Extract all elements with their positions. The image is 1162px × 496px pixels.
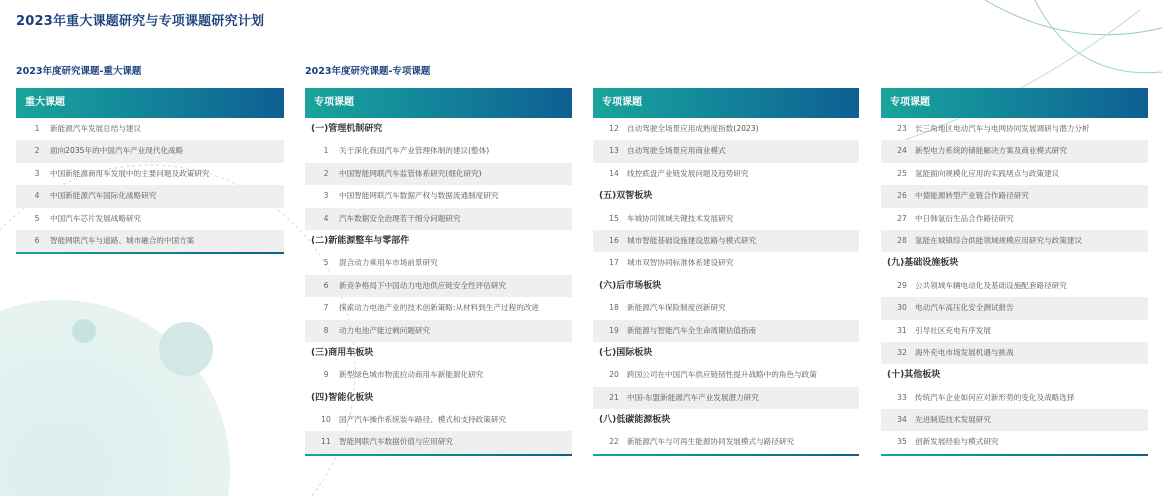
- topic-number: 31: [897, 325, 907, 335]
- topic-title: 跨国公司在中国汽车供应链韧性提升战略中的角色与政策: [627, 370, 817, 380]
- topic-number: 30: [897, 303, 907, 313]
- column-header: 重大课题: [16, 88, 284, 118]
- topic-number: 27: [897, 213, 907, 223]
- column-special-topics-1: [305, 88, 572, 456]
- topic-row: [881, 297, 1148, 319]
- topic-number: 18: [609, 303, 619, 313]
- group-heading: (七)国际板块: [599, 347, 653, 358]
- topic-row: [593, 320, 859, 342]
- column-bottom-rule: [593, 454, 859, 456]
- topic-row: [881, 163, 1148, 185]
- topic-row: [16, 230, 284, 252]
- topic-number: 1: [34, 124, 40, 133]
- topic-row: [305, 185, 572, 207]
- topic-title: 海外充电市场发展机遇与挑战: [915, 347, 1014, 357]
- group-heading: (一)管理机制研究: [311, 124, 383, 134]
- topic-title: 氢能面向规模化应用的实践堵点与政策建议: [915, 168, 1060, 178]
- topic-number: 12: [609, 124, 619, 133]
- topic-number: 33: [897, 392, 907, 402]
- topic-number: 6: [323, 280, 329, 290]
- column-header: 专项课题: [305, 88, 572, 118]
- topic-number: 35: [897, 437, 907, 447]
- topic-row: [305, 409, 572, 431]
- column-special-topics-2: [593, 88, 859, 456]
- topic-number: 13: [609, 146, 619, 156]
- topic-row: [305, 140, 572, 162]
- topic-number: 3: [34, 168, 40, 178]
- group-heading: (九)基础设施板块: [887, 258, 959, 269]
- topic-row: [16, 118, 284, 140]
- topic-number: 16: [609, 235, 619, 245]
- topic-row: [16, 140, 284, 162]
- topic-title: 车城协同领域关键技术发展研究: [627, 213, 734, 223]
- topic-number: 20: [609, 370, 619, 380]
- topic-title: 新能源汽车保险制度创新研究: [627, 303, 726, 313]
- topic-row: [305, 163, 572, 185]
- topic-row: [881, 118, 1148, 140]
- topic-row: [593, 431, 859, 453]
- topic-title: 智能网联汽车与道路、城市融合的中国方案: [50, 235, 195, 245]
- group-heading: (二)新能源整车与零部件: [311, 235, 410, 246]
- topic-title: 创新发展经验与模式研究: [915, 437, 999, 447]
- page-title: 2023年重大课题研究与专项课题研究计划: [16, 14, 265, 29]
- topic-title: 汽车数据安全治理若干细分问题研究: [339, 213, 461, 223]
- column-special-topics-3: [881, 88, 1148, 456]
- topic-row: [881, 342, 1148, 364]
- topic-title: 自动驾驶全场景应用成熟度指数(2023): [627, 124, 759, 133]
- topic-row: [593, 163, 859, 185]
- topic-title: 公共领域车辆电动化及基础设施配套路径研究: [915, 280, 1067, 290]
- topic-number: 3: [323, 191, 329, 201]
- topic-title: 中德能源转型产业链合作路径研究: [915, 191, 1029, 201]
- topic-row: [305, 252, 572, 274]
- topic-row: [305, 431, 572, 453]
- topic-row: [881, 185, 1148, 207]
- column-major-topics: [16, 88, 284, 254]
- topic-title: 新能源汽车发展总结与建议: [50, 124, 142, 133]
- topic-row: [305, 297, 572, 319]
- topic-row: [593, 140, 859, 162]
- topic-title: 新能源与智能汽车全生命周期估值指南: [627, 325, 757, 335]
- topic-number: 19: [609, 325, 619, 335]
- topic-number: 4: [323, 213, 329, 223]
- column-bottom-rule: [16, 252, 284, 254]
- topic-number: 15: [609, 213, 619, 223]
- topic-title: 中国新能源汽车国际化战略研究: [50, 191, 157, 201]
- group-heading: (五)双智板块: [599, 191, 653, 202]
- group-heading: (六)后市场板块: [599, 280, 662, 291]
- topic-row: [305, 275, 572, 297]
- topic-title: 探索动力电池产业的技术创新策略:从材料到生产过程的改进: [339, 303, 539, 313]
- topic-row: [881, 208, 1148, 230]
- topic-title: 智能网联汽车数据价值与应用研究: [339, 437, 453, 447]
- topic-title: 传统汽车企业如何应对新形势的变化及战略选择: [915, 392, 1075, 402]
- column-header: 专项课题: [593, 88, 859, 118]
- topic-number: 8: [323, 325, 329, 335]
- topic-title: 中日韩氢衍生品合作路径研究: [915, 213, 1014, 223]
- topic-title: 新竞争格局下中国动力电池供应链安全性评估研究: [339, 280, 507, 290]
- topic-number: 22: [609, 437, 619, 447]
- topic-row: [593, 387, 859, 409]
- topic-number: 34: [897, 415, 907, 425]
- column-bottom-rule: [305, 454, 572, 456]
- topic-number: 14: [609, 168, 619, 178]
- topic-row: [593, 118, 859, 140]
- topic-title: 中国-东盟新能源汽车产业发展潜力研究: [627, 392, 759, 402]
- topic-row: [16, 208, 284, 230]
- topic-title: 线控底盘产业链发展问题及趋势研究: [627, 168, 749, 178]
- topic-row: [881, 387, 1148, 409]
- topic-number: 17: [609, 258, 619, 268]
- topic-title: 动力电池产能过剩问题研究: [339, 325, 431, 335]
- topic-number: 11: [321, 437, 331, 447]
- topic-row: [593, 208, 859, 230]
- topic-title: 关于深化我国汽车产业管理体制的建议(整体): [339, 146, 490, 156]
- topic-title: 自动驾驶全场景应用商业模式: [627, 146, 726, 156]
- topic-row: [881, 275, 1148, 297]
- topic-number: 5: [34, 213, 40, 223]
- topic-number: 29: [897, 280, 907, 290]
- topic-title: 面向2035年的中国汽车产业现代化战略: [50, 146, 184, 156]
- topic-title: 引导社区充电有序发展: [915, 325, 991, 335]
- column-header: 专项课题: [881, 88, 1148, 118]
- topic-title: 新型绿色城市物流拉动商用车新能源化研究: [339, 370, 484, 380]
- topic-title: 中国新能源商用车发展中的主要问题及政策研究: [50, 168, 210, 178]
- topic-number: 1: [323, 146, 329, 156]
- section-title-special: 2023年度研究课题-专项课题: [305, 66, 431, 77]
- topic-title: 先进制造技术发展研究: [915, 415, 991, 425]
- topic-row: [305, 320, 572, 342]
- topic-row: [881, 431, 1148, 453]
- topic-row: [593, 364, 859, 386]
- topic-number: 2: [323, 168, 329, 178]
- topic-row: [881, 230, 1148, 252]
- topic-title: 国产汽车操作系统装车路径、模式和支持政策研究: [339, 415, 507, 425]
- topic-number: 21: [609, 392, 619, 402]
- topic-title: 中国智能网联汽车数据产权与数据流通制度研究: [339, 191, 499, 201]
- column-bottom-rule: [881, 454, 1148, 456]
- topic-title: 新能源汽车与可再生能源协同发展模式与路径研究: [627, 437, 795, 447]
- topic-row: [593, 297, 859, 319]
- topic-row: [593, 230, 859, 252]
- topic-number: 32: [897, 347, 907, 357]
- topic-row: [593, 252, 859, 274]
- group-heading: (四)智能化板块: [311, 392, 374, 403]
- topic-row: [16, 163, 284, 185]
- topic-title: 中国智能网联汽车监管体系研究(细化研究): [339, 168, 482, 178]
- topic-number: 10: [321, 415, 331, 425]
- group-heading: (八)低碳能源板块: [599, 415, 671, 426]
- topic-row: [305, 364, 572, 386]
- section-title-major: 2023年度研究课题-重大课题: [16, 66, 142, 77]
- topic-number: 28: [897, 235, 907, 245]
- topic-title: 长三角地区电动汽车与电网协同发展调研与潜力分析: [915, 124, 1090, 133]
- topic-title: 混合动力乘用车市场前景研究: [339, 258, 438, 268]
- topic-number: 5: [323, 258, 329, 268]
- topic-number: 23: [897, 124, 907, 133]
- group-heading: (十)其他板块: [887, 370, 941, 381]
- topic-row: [881, 409, 1148, 431]
- topic-number: 4: [34, 191, 40, 201]
- topic-number: 2: [34, 146, 40, 156]
- topic-number: 9: [323, 370, 329, 380]
- topic-title: 城市双智协同标准体系建设研究: [627, 258, 734, 268]
- topic-title: 新型电力系统的储能解决方案及商业模式研究: [915, 146, 1067, 156]
- topic-row: [16, 185, 284, 207]
- topic-number: 7: [323, 303, 329, 313]
- topic-number: 6: [34, 235, 40, 245]
- topic-title: 城市智能基础设施建设思路与模式研究: [627, 235, 757, 245]
- topic-number: 26: [897, 191, 907, 201]
- topic-number: 25: [897, 168, 907, 178]
- topic-row: [305, 208, 572, 230]
- group-heading: (三)商用车板块: [311, 347, 374, 358]
- topic-title: 电动汽车高压化安全测试报告: [915, 303, 1014, 313]
- topic-row: [881, 320, 1148, 342]
- topic-row: [881, 140, 1148, 162]
- topic-number: 24: [897, 146, 907, 156]
- topic-title: 氢能在城镇综合供能领域规模应用研究与政策建议: [915, 235, 1083, 245]
- topic-title: 中国汽车芯片发展战略研究: [50, 213, 142, 223]
